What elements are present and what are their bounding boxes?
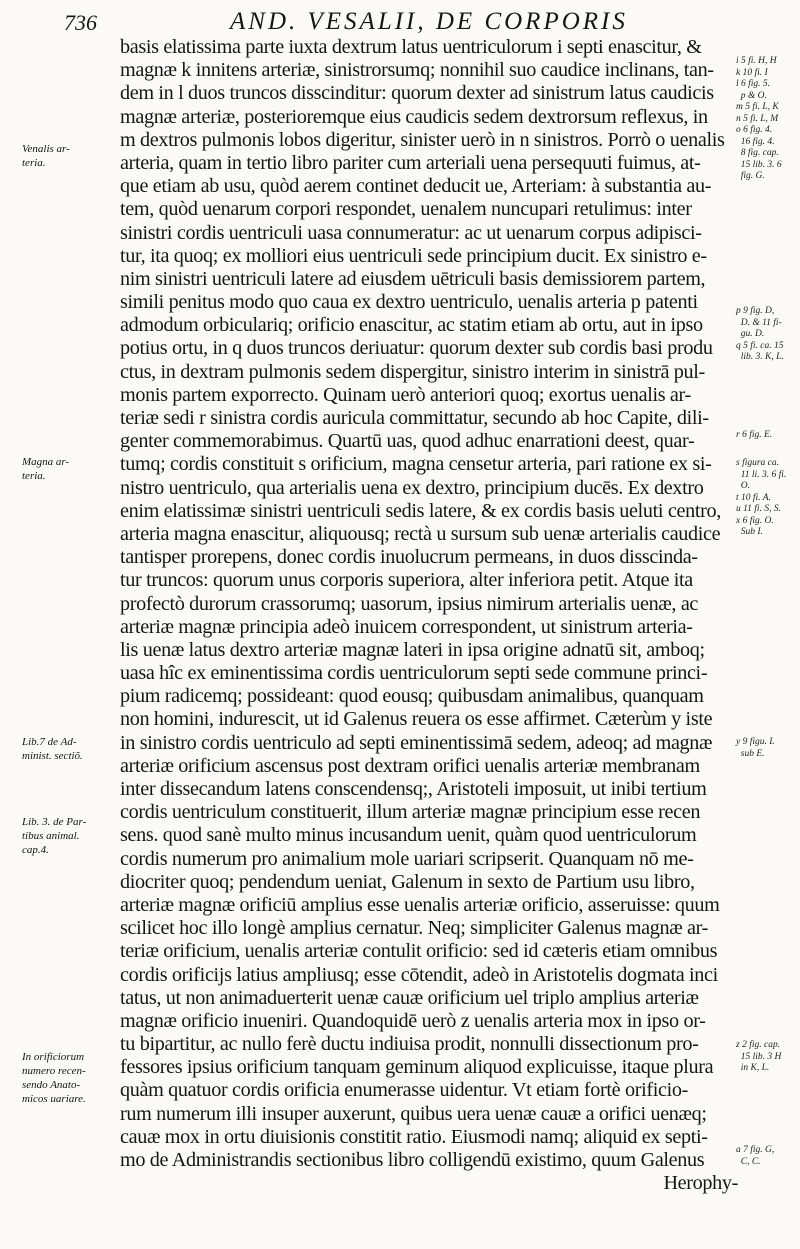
text-line: inter dissecandum latens conscendensq;, Aristoteli imposuit, ut inibi tertium <box>120 778 707 800</box>
text-line: nistro uentriculo, qua arterialis uena ex dextro, principium ducēs. Ex dextro <box>120 476 704 499</box>
text-line: genter commemorabimus. Quartū uas, quod adhuc enarrationi deest, quar- <box>120 430 695 453</box>
page-number: 736 <box>64 10 97 35</box>
text-line: simili penitus modo quo caua ex dextro uentriculo, uenalis arteria p patenti <box>120 291 698 314</box>
text-line: dem in l duos truncos disscinditur: quorum dexter ad sinistrum latus caudicis <box>120 82 714 105</box>
margin-note-lib3-partibus: Lib. 3. de Par- tibus animal. cap.4. <box>22 816 87 856</box>
ref-note-group-1: i 5 fi. H, H k 10 fi. I l 6 fig. 5. p & O. m 5 fi. L, K n 5 fi. L, M o 6 fig. 4. 16 fig. 4. 8 fig. cap. 15 lib. 3. 6 fig. G. <box>736 56 782 181</box>
text-line: cordis uentriculum constituerit, illum arteriæ magnæ principium esse recen <box>120 801 701 824</box>
text-line: sinistri cordis uentriculi uasa connumeratur: ac ut uenarum corpus adipisci- <box>120 221 702 244</box>
text-line: arteria magna enascitur, aliquousq; rectà u sursum sub uenæ arterialis caudice <box>120 522 721 545</box>
text-line: uasa hîc ex eminentissima cordis uentriculorum septi sede commune princi- <box>120 662 708 685</box>
text-line: enim elatissimæ sinistri uentriculi sedis latere, & ex cordis basis ueluti centro, <box>120 499 721 522</box>
text-line: scilicet hoc illo longè amplius cernatur. Neq; simpliciter Galenus magnæ ar- <box>120 917 708 940</box>
text-line: teriæ sedi r sinistra cordis auricula committatur, secundo ab hoc Capite, dili- <box>120 407 709 429</box>
text-line: arteriæ magnæ orificiū amplius esse uenalis arteriæ orificio, asseruisse: quum <box>120 893 720 916</box>
text-line: que etiam ab usu, quòd aerem continet deducit ue, Arteriam: à substantia au- <box>120 175 712 198</box>
ref-note-group-7: a 7 fig. G, C, C. <box>736 1145 775 1167</box>
text-line: pium radicemq; possideant: quod eousq; quibusdam animalibus, quanquam <box>120 685 704 708</box>
text-line: monis partem exporrecto. Quinam uerò anteriori quoq; exortus uenalis ar- <box>120 383 691 406</box>
text-line: tumq; cordis constituit s orificium, magna censetur arteria, pari ratione ex si- <box>120 453 712 476</box>
text-line: tatus, ut non animaduerterit uenæ cauæ orificium uel triplo amplius arteriæ <box>120 986 699 1009</box>
text-line: arteriæ orificium ascensus post dextram orifici uenalis arteriæ membranam <box>120 754 700 777</box>
ref-note-group-6: z 2 fig. cap. 15 lib. 3 H in K, L. <box>736 1040 782 1073</box>
margin-note-magna-arteria: Magna ar- teria. <box>22 456 70 482</box>
text-line: admodum orbiculariq; orificio enascitur, ac statim etiam ab ortu, aut in ipso <box>120 314 703 337</box>
text-line: magnæ arteriæ, posterioremque eius caudicis sedem dextrorsum reflexus, in <box>120 105 708 128</box>
text-line: magnæ orificio inueniri. Quandoquidē uerò z uenalis arteria mox in ipso or- <box>120 1009 706 1032</box>
text-line: ctus, in dextram pulmonis sedem dispergitur, sinistro interim in sinistrā pul- <box>120 360 705 383</box>
text-line: arteriæ magnæ principia adeò inuicem correspondent, ut sinistrum arteria- <box>120 615 693 638</box>
margin-note-lib7-administ: Lib.7 de Ad- minist. sectiõ. <box>22 736 83 762</box>
text-line: tu bipartitur, ac nullo ferè ductu indiuisa prodit, nonnulli dissectionum pro- <box>120 1033 699 1056</box>
text-line: teriæ orificium, uenalis arteriæ contulit orificio: sed id cæteris etiam omnibus <box>120 940 718 963</box>
text-line: m dextros pulmonis lobos digeritur, sinister uerò in n sinistros. Porrò o uenalis <box>120 128 725 151</box>
text-line: arteria, quam in tertio libro pariter cum arteriali uena persequuti fuimus, at- <box>120 151 701 174</box>
text-line: non homini, indurescit, ut id Galenus reuera os esse affirmet. Cæterùm y iste <box>120 708 713 731</box>
text-line: sens. quod sanè multo minus incusandum uenit, quàm quod uentriculorum <box>120 824 697 847</box>
text-line: cordis numerum pro animalium mole uariari scripserit. Quanquam nō me- <box>120 847 694 870</box>
text-line: rum numerum illi insuper auxerunt, quibus uera uenæ cauæ a orifici uenæq; <box>120 1102 707 1125</box>
text-line: mo de Administrandis sectionibus libro colligendū existimo, quum Galenus <box>120 1149 705 1171</box>
margin-note-orificiorum: In orificiorum numero recen- sendo Anato- micos uariare. <box>22 1051 86 1105</box>
text-line: potius ortu, in q duos truncos deriuatur: quorum dexter sub cordis basi produ <box>120 337 713 360</box>
running-head: AND. VESALII, DE CORPORIS <box>230 8 628 35</box>
text-line: fessores ipsius orificium tanquam geminum aliquod explicuisse, itaque plura <box>120 1056 714 1079</box>
text-line: tem, quòd uenarum corpori respondet, uenalem nuncupari retulimus: inter <box>120 198 692 221</box>
text-line: tantisper prorepens, donec cordis inuolucrum permeans, in duos disscinda- <box>120 546 698 569</box>
ref-note-group-2: p 9 fig. D, D. & 11 fi- gu. D. q 5 fi. ca. 15 lib. 3. K, L. <box>736 306 784 362</box>
text-line: nim sinistri uentriculi latere ad eiusdem uētriculi basis demissiorem partem, <box>120 267 706 290</box>
text-line: cordis orificijs latius ampliusq; esse cōtendit, adeò in Aristotelis dogmata inci <box>120 963 718 986</box>
text-line: cauæ mox in ortu diuisionis constitit ratio. Eiusmodi namq; aliquid ex septi- <box>120 1125 708 1148</box>
ref-note-group-3: r 6 fig. E. <box>736 430 773 440</box>
ref-note-group-5: y 9 figu. L sub E. <box>736 737 775 759</box>
text-line: diocriter quoq; pendendum ueniat, Galenum in sexto de Partium usu libro, <box>120 870 695 893</box>
text-line: profectò durorum crassorumq; uasorum, ipsius nimirum arterialis uenæ, ac <box>120 592 699 615</box>
text-line: basis elatissima parte iuxta dextrum latus uentriculorum i septi enascitur, & <box>120 36 702 58</box>
text-line: magnæ k innitens arteriæ, sinistrorsumq; nonnihil suo caudice inclinans, tan- <box>120 59 714 82</box>
text-line: tur truncos: quorum unus corporis superiora, alter inferiora petit. Atque ita <box>120 569 693 592</box>
text-line: quàm quatuor cordis orificia enumerasse uidentur. Vt etiam fortè orificio- <box>120 1079 688 1102</box>
text-line: tur, ita quoq; ex molliori eius uentriculi sede principium ducit. Ex sinistro e- <box>120 244 707 267</box>
main-text-block <box>120 36 738 1195</box>
margin-note-venalis-arteria: Venalis ar- teria. <box>22 143 70 169</box>
text-line: in sinistro cordis uentriculo ad septi eminentissimā sedem, adeoq; ad magnæ <box>120 731 713 754</box>
catchword: Herophy- <box>663 1172 738 1195</box>
ref-note-group-4: s figura ca. 11 li. 3. 6 fi. O. t 10 fi. A. u 11 fi. S, S. x 6 fig. O. Sub I. <box>736 458 787 537</box>
text-line: lis uenæ latus dextro arteriæ magnæ lateri in ipsa origine adnatū sit, amboq; <box>120 638 705 661</box>
